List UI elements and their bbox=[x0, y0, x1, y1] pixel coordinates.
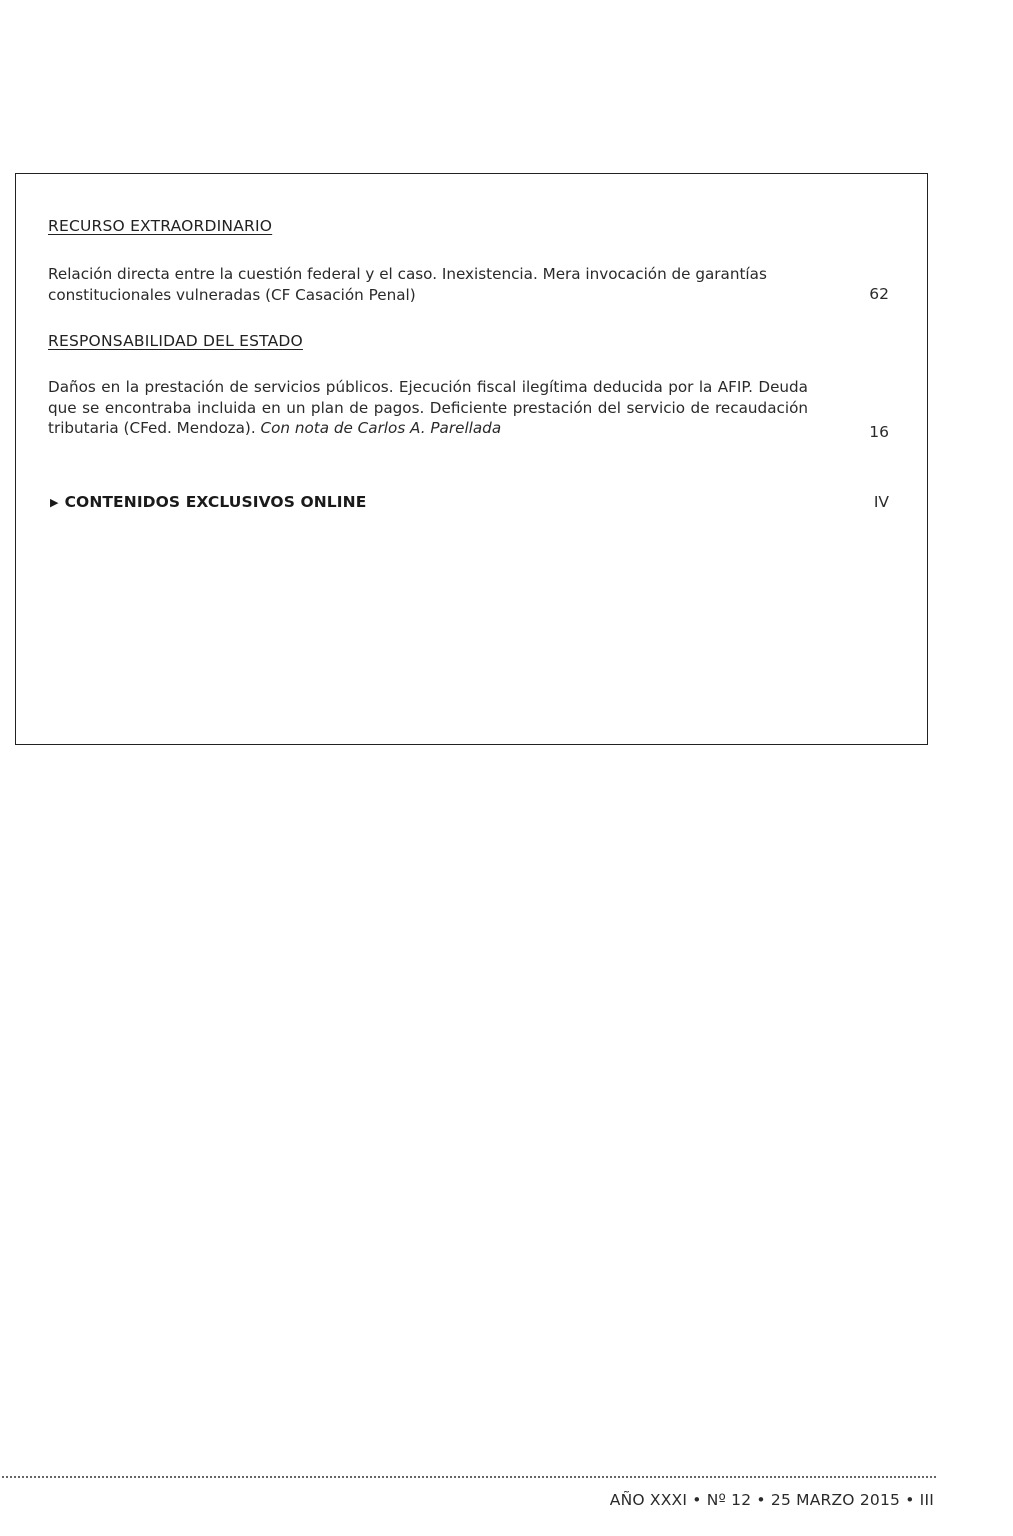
footer-divider bbox=[2, 1476, 936, 1478]
page-number-iv: IV bbox=[873, 493, 889, 511]
index-frame bbox=[15, 173, 928, 745]
issue-footer: AÑO XXXI • Nº 12 • 25 MARZO 2015 • III bbox=[609, 1491, 934, 1509]
section-heading-responsabilidad-del-estado: RESPONSABILIDAD DEL ESTADO bbox=[48, 332, 303, 350]
entry-text: Daños en la prestación de servicios públicos. Ejecución fiscal ilegítima deducida por la AFIP. Deuda que se encontraba incluida en un plan de pagos. Deficiente prestación del servicio de recaudación tributaria (CFed. Mendoza). bbox=[48, 378, 808, 437]
entry-note: Con nota de Carlos A. Parellada bbox=[260, 419, 502, 437]
section-heading-recurso-extraordinario: RECURSO EXTRAORDINARIO bbox=[48, 217, 273, 235]
play-arrow-icon: ▶ bbox=[50, 496, 59, 509]
page-number-16: 16 bbox=[869, 423, 889, 441]
online-contents-link[interactable] bbox=[50, 493, 366, 511]
index-entry-recurso-extraordinario bbox=[48, 264, 808, 305]
online-contents-label: CONTENIDOS EXCLUSIVOS ONLINE bbox=[64, 493, 367, 511]
page-number-62: 62 bbox=[869, 285, 889, 303]
index-entry-responsabilidad-del-estado bbox=[48, 377, 808, 439]
entry-text: Relación directa entre la cuestión federal y el caso. Inexistencia. Mera invocación de garantías constitucionales vulneradas (CF Casación Penal) bbox=[48, 265, 767, 304]
